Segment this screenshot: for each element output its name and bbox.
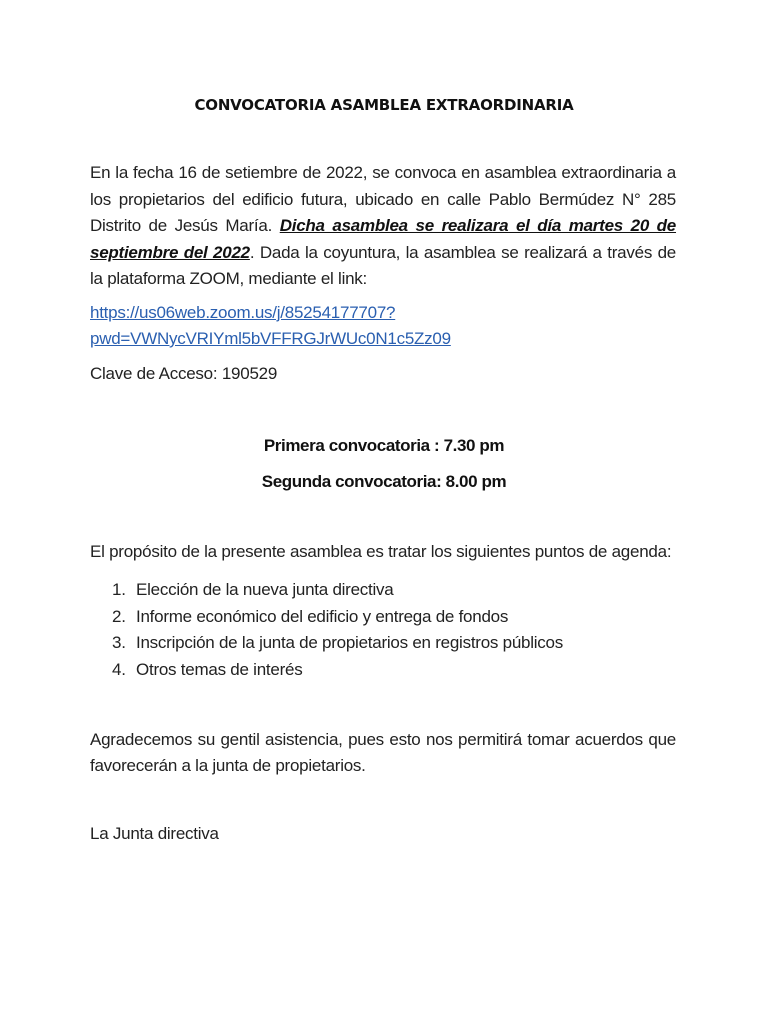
agenda-item (112, 604, 563, 631)
agenda-item-number: 4. (112, 659, 126, 679)
agenda-item-number: 3. (112, 633, 126, 652)
agenda-item-text: Inscripción de la junta de propietarios en registros públicos (136, 633, 563, 652)
intro-text-after: . Dada la coyuntura, la asamblea se realizará a través de la plataforma ZOOM, mediante el link: (90, 242, 676, 288)
zoom-link-line-1[interactable]: https://us06web.zoom.us/j/85254177707? (90, 303, 396, 322)
second-call: Segunda convocatoria: 8.00 pm (261, 472, 507, 491)
access-key (90, 364, 277, 384)
agenda-item-number: 1. (112, 580, 126, 599)
agenda-item (112, 577, 563, 604)
zoom-link[interactable] (90, 300, 676, 352)
closing-paragraph: Agradecemos su gentil asistencia, pues esto nos permitirá tomar acuerdos que favorecerán a la junta de propietarios. (90, 730, 676, 775)
agenda-item-text: Otros temas de interés (136, 659, 303, 679)
signature: La Junta directiva (90, 824, 219, 843)
agenda-item-number: 2. (112, 606, 126, 626)
intro-text-before: En la fecha 16 de setiembre de 2022, se convoca en asamblea extraordinaria a los propietarios del edificio futura, ubicado en calle Pablo Bermúdez N° 285 Distrito de Jesús María. (90, 163, 676, 235)
purpose-text: El propósito de la presente asamblea es tratar los siguientes puntos de agenda: (90, 542, 672, 561)
document-title: CONVOCATORIA ASAMBLEA EXTRAORDINARIA (194, 96, 574, 114)
zoom-link-line-2[interactable]: pwd=VWNycVRIYml5bVFFRGJrWUc0N1c5Zz09 (90, 329, 451, 348)
agenda-item (112, 657, 563, 684)
first-call: Primera convocatoria : 7.30 pm (263, 436, 505, 455)
agenda-item-text: Elección de la nueva junta directiva (136, 580, 394, 599)
access-key-label: Clave de Acceso: (90, 364, 222, 383)
access-key-value: 190529 (221, 364, 278, 383)
agenda-list (112, 577, 563, 683)
assembly-date-emphasis: Dicha asamblea se realizara el día martes 20 de septiembre del 2022 (90, 216, 677, 262)
agenda-item (112, 630, 563, 657)
agenda-item-text: Informe económico del edificio y entrega de fondos (136, 606, 509, 626)
intro-paragraph (90, 160, 676, 293)
